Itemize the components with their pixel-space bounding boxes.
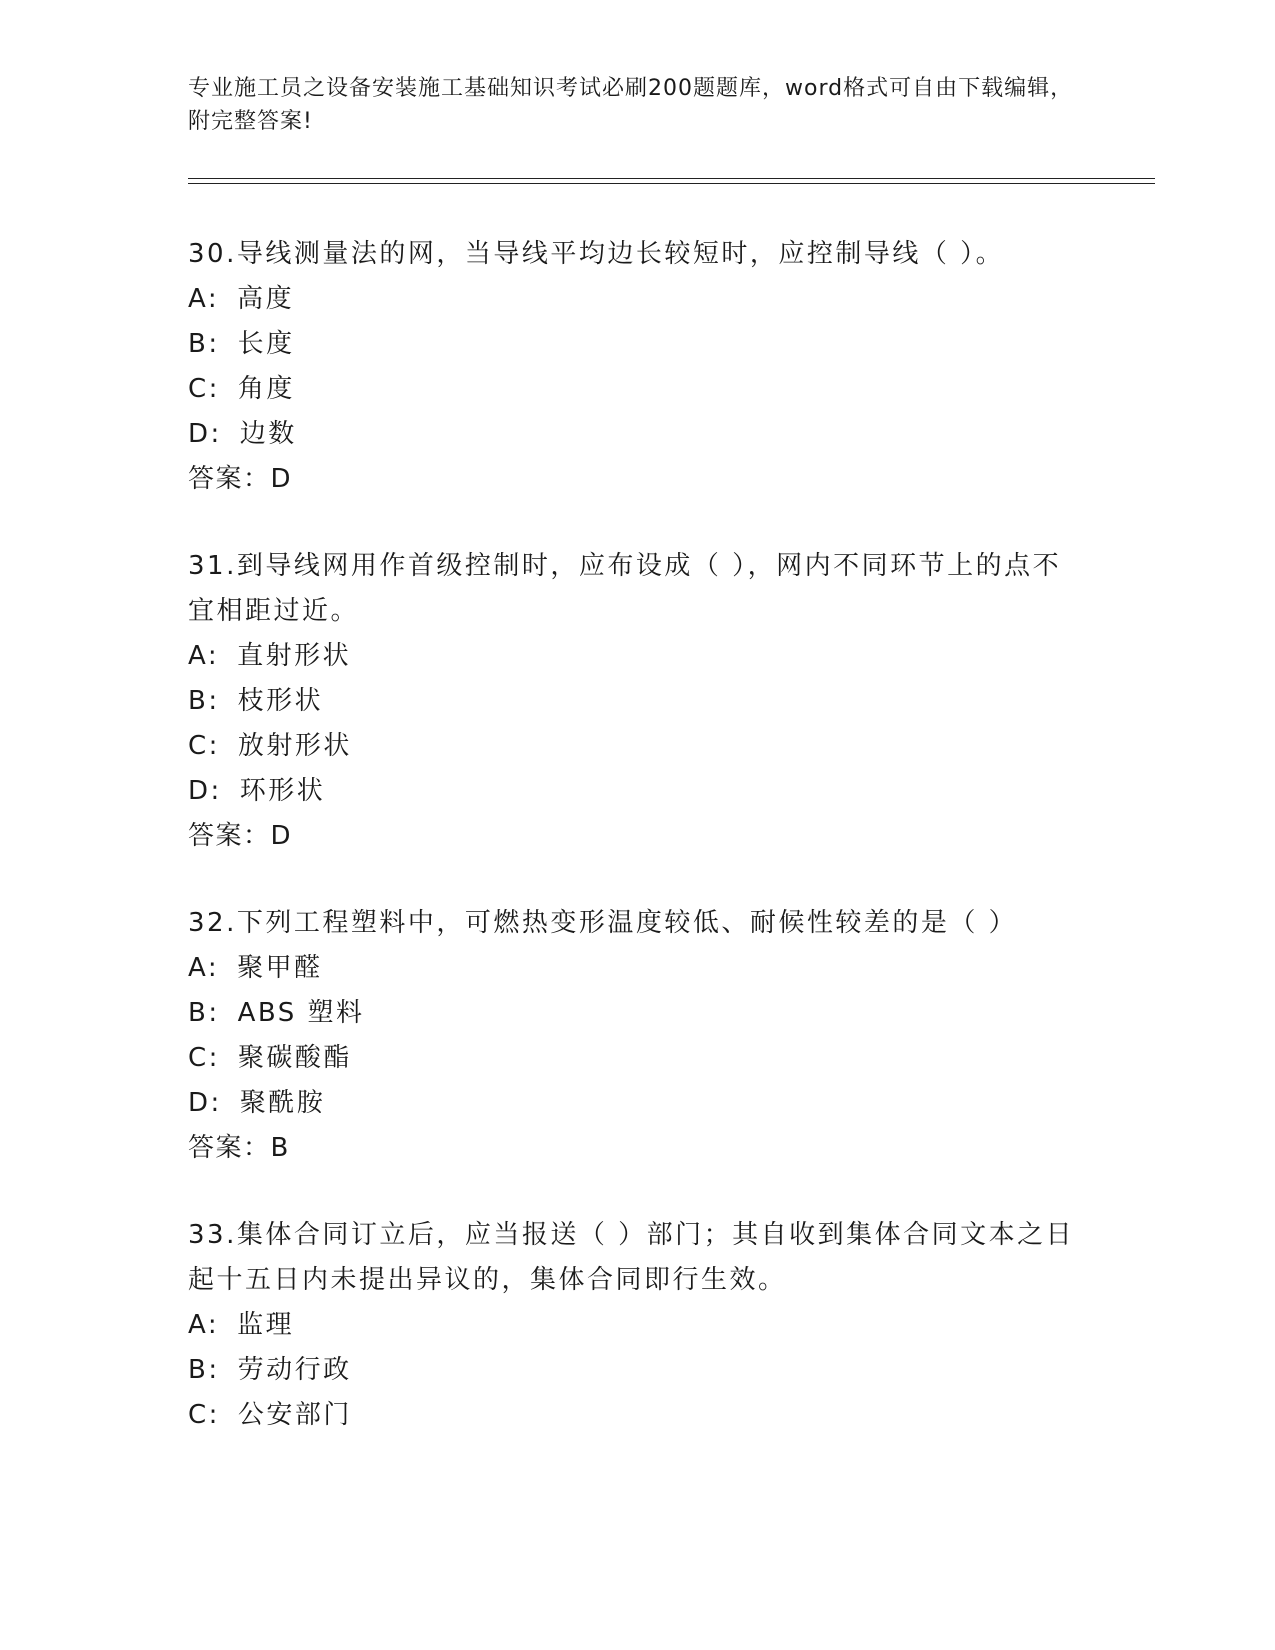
question-stem: 30.导线测量法的网，当导线平均边长较短时，应控制导线（ ）。: [188, 239, 1005, 269]
option-key: A:: [188, 1310, 220, 1340]
document-header: 专业施工员之设备安装施工基础知识考试必刷200题题库，word格式可自由下载编辑，附完整答案!: [188, 76, 1074, 134]
question-30: [188, 232, 1088, 502]
option-text: 公安部门: [237, 1400, 352, 1430]
question-31: [188, 544, 1088, 859]
option-key: A:: [188, 641, 220, 671]
answer-line: 答案：D: [188, 464, 293, 494]
option-text: 环形状: [239, 776, 326, 806]
option-text: 放射形状: [237, 731, 352, 761]
header-rule-bottom: [188, 183, 1155, 184]
option-key: D:: [188, 776, 222, 806]
question-stem: 31.到导线网用作首级控制时，应布设成（ ），网内不同环节上的点不宜相距过近。: [188, 551, 1062, 626]
option-key: B:: [188, 998, 220, 1028]
question-list: [188, 232, 1088, 1480]
option-text: 长度: [237, 329, 295, 359]
header-rule-top: [188, 178, 1155, 179]
option-key: B:: [188, 1355, 220, 1385]
option-key: D:: [188, 419, 222, 449]
question-32: [188, 901, 1088, 1171]
option-b: [188, 1348, 1088, 1393]
option-b: [188, 679, 1088, 724]
option-d: [188, 1081, 1088, 1126]
option-key: A:: [188, 284, 220, 314]
option-a: [188, 946, 1088, 991]
option-key: B:: [188, 686, 220, 716]
answer-line: 答案：D: [188, 821, 293, 851]
option-text: 劳动行政: [237, 1355, 352, 1385]
option-text: ABS 塑料: [237, 998, 365, 1028]
option-d: [188, 412, 1088, 457]
question-33: [188, 1213, 1088, 1438]
option-b: [188, 991, 1088, 1036]
option-a: [188, 634, 1088, 679]
option-text: 聚甲醛: [237, 953, 323, 983]
option-key: C:: [188, 731, 220, 761]
option-c: [188, 367, 1088, 412]
option-key: A:: [188, 953, 220, 983]
option-c: [188, 1393, 1088, 1438]
option-a: [188, 277, 1088, 322]
option-text: 直射形状: [237, 641, 352, 671]
option-key: C:: [188, 1043, 220, 1073]
option-b: [188, 322, 1088, 367]
option-key: B:: [188, 329, 220, 359]
option-text: 高度: [237, 284, 295, 314]
option-text: 聚碳酸酯: [237, 1043, 352, 1073]
option-text: 角度: [237, 374, 295, 404]
option-d: [188, 769, 1088, 814]
option-text: 边数: [239, 419, 297, 449]
answer-line: 答案：B: [188, 1133, 290, 1163]
option-c: [188, 1036, 1088, 1081]
option-text: 监理: [237, 1310, 295, 1340]
option-key: C:: [188, 374, 220, 404]
option-a: [188, 1303, 1088, 1348]
option-c: [188, 724, 1088, 769]
option-key: D:: [188, 1088, 222, 1118]
option-text: 枝形状: [237, 686, 324, 716]
option-text: 聚酰胺: [239, 1088, 326, 1118]
question-stem: 33.集体合同订立后，应当报送（ ）部门；其自收到集体合同文本之日起十五日内未提出异议的，集体合同即行生效。: [188, 1220, 1075, 1295]
option-key: C:: [188, 1400, 220, 1430]
question-stem: 32.下列工程塑料中，可燃热变形温度较低、耐候性较差的是（ ）: [188, 908, 1018, 938]
